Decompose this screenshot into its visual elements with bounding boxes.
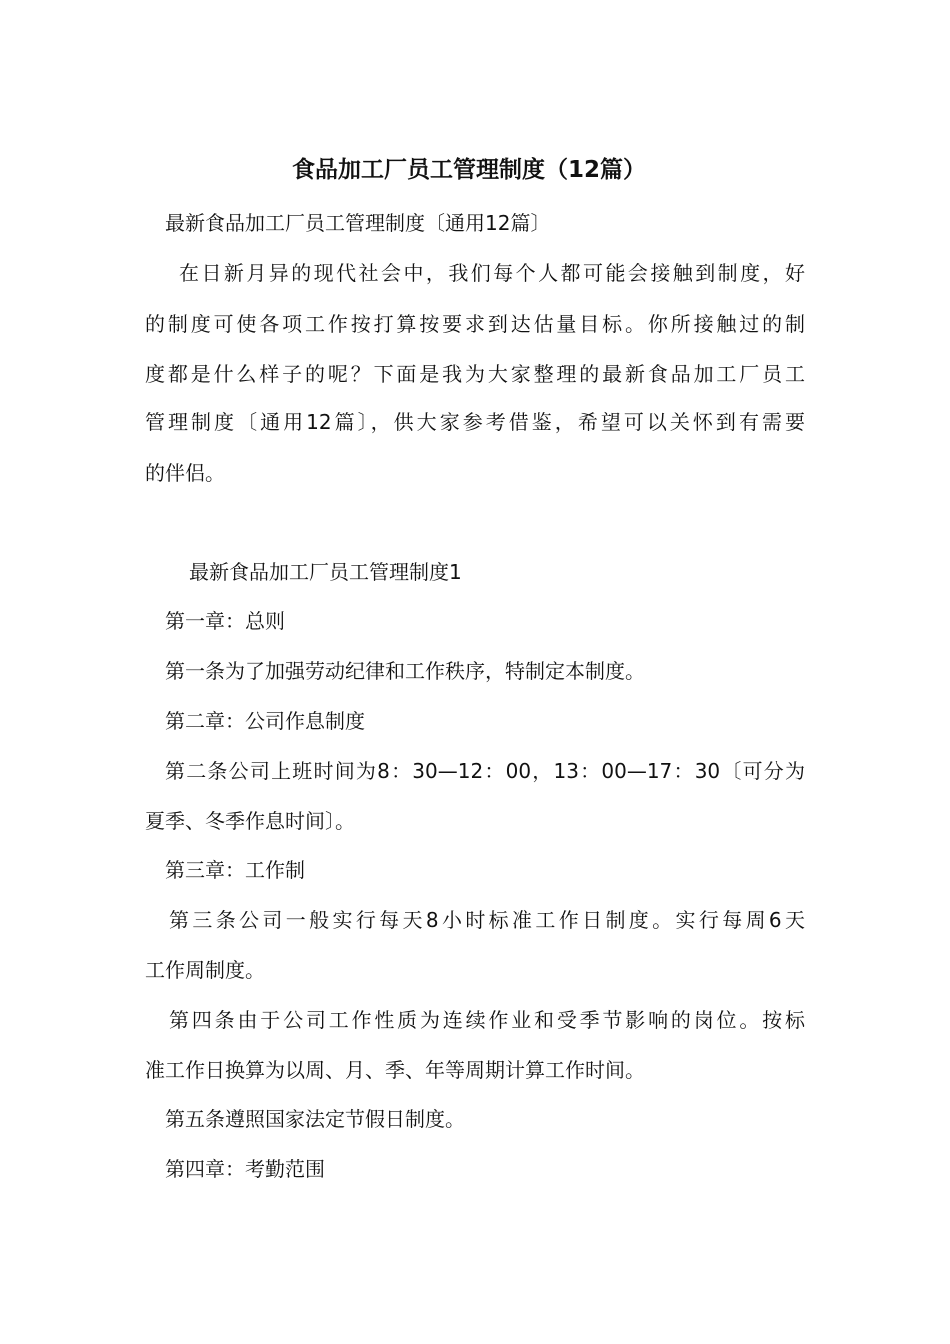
chapter-heading: 第四章：考勤范围: [165, 1157, 325, 1181]
intro-line: 度都是什么样子的呢？下面是我为大家整理的最新食品加工厂员工: [145, 362, 805, 386]
intro-line: 的伴侣。: [145, 461, 225, 485]
article-line: 第三条公司一般实行每天8小时标准工作日制度。实行每周6天: [169, 908, 805, 932]
intro-line: 管理制度〔通用12篇〕，供大家参考借鉴，希望可以关怀到有需要: [145, 410, 805, 434]
chapter-heading: 第二章：公司作息制度: [165, 709, 365, 733]
article-line: 准工作日换算为以周、月、季、年等周期计算工作时间。: [145, 1058, 645, 1082]
document-title: 食品加工厂员工管理制度（12篇）: [291, 157, 646, 183]
article-line: 第二条公司上班时间为8：30—12：00，13：00—17：30〔可分为: [165, 759, 805, 783]
article-line: 夏季、冬季作息时间〕。: [145, 809, 355, 833]
intro-line: 的制度可使各项工作按打算按要求到达估量目标。你所接触过的制: [145, 312, 805, 336]
intro-line: 在日新月异的现代社会中，我们每个人都可能会接触到制度，好: [179, 261, 805, 285]
document-subtitle: 最新食品加工厂员工管理制度〔通用12篇〕: [165, 211, 551, 235]
article-line: 第一条为了加强劳动纪律和工作秩序，特制定本制度。: [165, 659, 645, 683]
section-heading: 最新食品加工厂员工管理制度1: [189, 560, 462, 584]
article-line: 第四条由于公司工作性质为连续作业和受季节影响的岗位。按标: [169, 1008, 805, 1032]
article-line: 工作周制度。: [145, 958, 265, 982]
article-line: 第五条遵照国家法定节假日制度。: [165, 1107, 465, 1131]
chapter-heading: 第一章：总则: [165, 609, 285, 633]
chapter-heading: 第三章：工作制: [165, 858, 305, 882]
